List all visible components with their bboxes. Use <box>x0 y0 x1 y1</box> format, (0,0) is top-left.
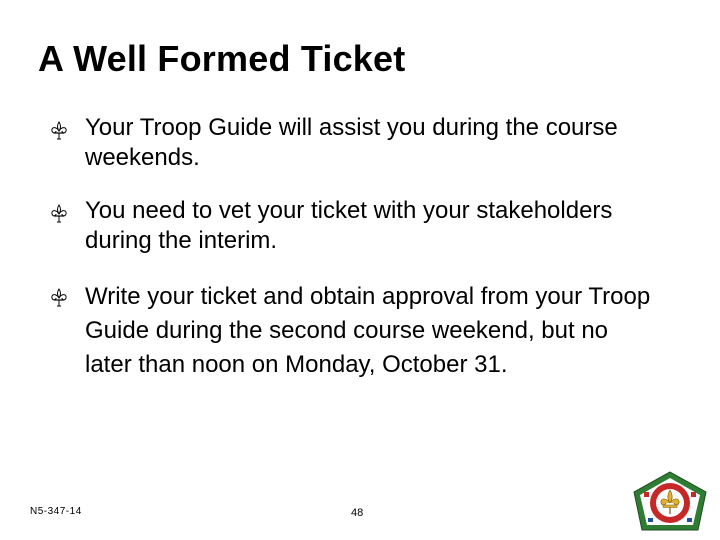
bullet-item <box>48 280 658 382</box>
bullet-text: You need to vet your ticket with your stakeholders during the interim. <box>85 197 613 254</box>
bullet-item <box>48 196 658 256</box>
page-number: 48 <box>351 507 364 519</box>
fleur-de-lis-icon <box>48 203 70 225</box>
wood-badge-logo-icon <box>632 470 708 532</box>
fleur-de-lis-icon <box>48 120 70 142</box>
fleur-de-lis-icon <box>48 287 70 309</box>
bullet-item <box>48 113 658 173</box>
footer-code: N5-347-14 <box>30 506 82 517</box>
bullet-text: Your Troop Guide will assist you during the course weekends. <box>85 114 618 171</box>
slide-title: A Well Formed Ticket <box>38 38 406 79</box>
bullet-text: Write your ticket and obtain approval from your Troop Guide during the second course weekend, but no later than noon on Monday, October 31. <box>85 283 651 378</box>
